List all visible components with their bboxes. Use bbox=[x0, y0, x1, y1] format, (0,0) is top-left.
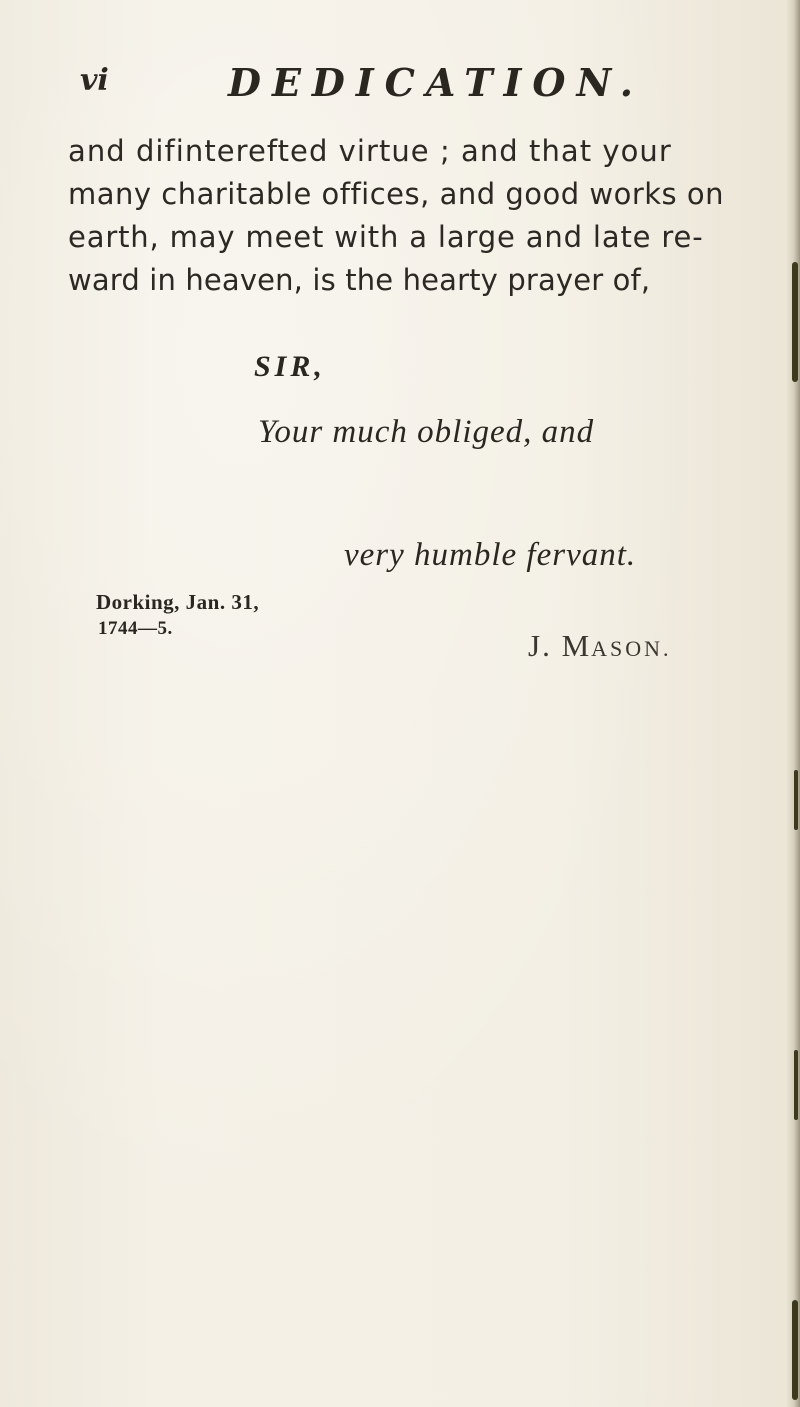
signature-surname-rest: ASON. bbox=[591, 636, 672, 661]
signature-initial: J. bbox=[528, 628, 552, 663]
page-edge-mark bbox=[792, 1300, 798, 1400]
place-date: Dorking, Jan. 31, bbox=[96, 590, 260, 614]
body-line: and difinterefted virtue ; and that your bbox=[68, 134, 672, 168]
page-edge-mark bbox=[792, 262, 798, 382]
salutation: SIR, bbox=[254, 350, 326, 383]
page-edge-mark bbox=[794, 770, 798, 830]
page-edge-mark bbox=[794, 1050, 798, 1120]
page-edge-shadow bbox=[786, 0, 800, 1407]
closing-line: very humble fervant. bbox=[344, 537, 637, 573]
signature-surname-first: M bbox=[561, 628, 592, 663]
body-line: many charitable offices, and good works on bbox=[68, 177, 724, 211]
signature bbox=[528, 628, 672, 664]
body-line: ward in heaven, is the hearty prayer of, bbox=[68, 263, 651, 297]
body-line: earth, may meet with a large and late re- bbox=[68, 220, 704, 254]
closing-line: Your much obliged, and bbox=[258, 414, 595, 450]
date-year: 1744—5. bbox=[98, 618, 173, 639]
dedication-body bbox=[68, 130, 788, 302]
page-number: vi bbox=[80, 63, 109, 98]
running-head-title: DEDICATION. bbox=[228, 60, 644, 105]
